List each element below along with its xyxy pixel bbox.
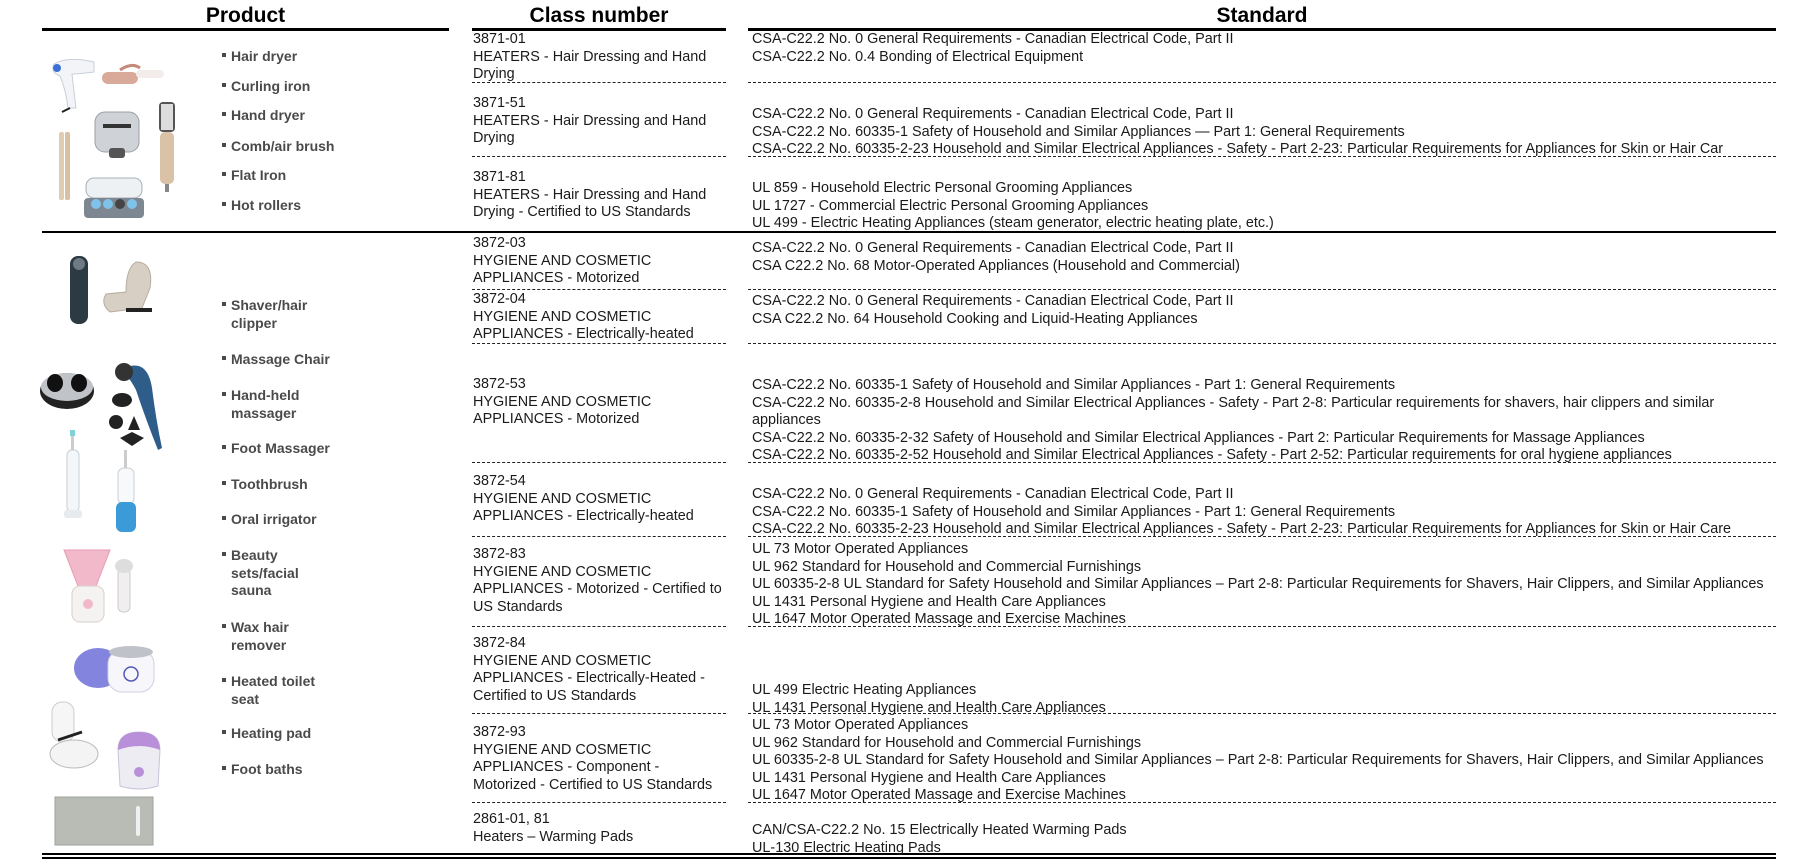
- row-divider: [748, 536, 1776, 537]
- product-label: Hand-held massager: [222, 387, 312, 422]
- standard-line: CAN/CSA-C22.2 No. 15 Electrically Heated Warming Pads: [752, 822, 1127, 838]
- class-description: HYGIENE AND COSMETIC APPLIANCES - Component - Motorized - Certified to US Standards: [473, 741, 713, 793]
- class-cell: [473, 31, 725, 84]
- header-class-number: Class number: [529, 4, 669, 27]
- standard-cell: [752, 822, 1127, 857]
- class-description: HYGIENE AND COSMETIC APPLIANCES - Electrically-Heated - Certified to US Standards: [473, 652, 705, 704]
- hand-dryer-image: [93, 110, 141, 160]
- bullet-icon: [222, 624, 226, 628]
- class-code: 3871-81: [473, 169, 526, 185]
- standard-line: CSA C22.2 No. 64 Household Cooking and Liquid-Heating Appliances: [752, 310, 1198, 327]
- bullet-icon: [222, 202, 226, 206]
- standard-line: UL 962 Standard for Household and Commercial Furnishings: [752, 734, 1142, 751]
- row-divider: [472, 802, 726, 803]
- class-code: 3871-01: [473, 31, 526, 47]
- product-label: Hand dryer: [222, 107, 305, 125]
- row-divider: [748, 802, 1776, 803]
- toilet-seat-image: [44, 700, 100, 774]
- product-label: Hot rollers: [222, 197, 301, 215]
- standard-cell: [752, 377, 1772, 465]
- standard-line: CSA-C22.2 No. 60335-1 Safety of Household and Similar Appliances — Part 1: General Requirements: [752, 123, 1405, 140]
- class-cell: [473, 635, 725, 705]
- foot-massager-image: [38, 365, 96, 411]
- class-code: 3871-51: [473, 95, 526, 111]
- standard-cell: [752, 717, 1764, 805]
- row-divider: [748, 462, 1776, 463]
- header-rule-product: [42, 28, 449, 31]
- class-cell: [473, 95, 725, 148]
- bullet-icon: [222, 552, 226, 556]
- facial-sauna-image: [60, 546, 146, 626]
- row-divider: [748, 713, 1776, 714]
- product-label: Shaver/hair clipper: [222, 297, 312, 332]
- standard-cell: [752, 180, 1274, 233]
- flat-iron-image: [56, 130, 74, 202]
- product-label: Comb/air brush: [222, 138, 334, 156]
- class-cell: [473, 235, 725, 288]
- table-bottom-rule-2: [42, 857, 1776, 859]
- standard-line: UL 60335-2-8 UL Standard for Safety Household and Similar Appliances – Part 2-8: Particular Requirements for Shavers, Hair Clippers, and Similar Appliances: [752, 576, 1764, 593]
- massage-chair-image: [96, 258, 158, 320]
- standard-cell: [752, 106, 1723, 159]
- standard-line: CSA-C22.2 No. 0.4 Bonding of Electrical Equipment: [752, 48, 1084, 65]
- header-standard: Standard: [1216, 4, 1308, 27]
- standard-line: UL 1431 Personal Hygiene and Health Care Appliances: [752, 593, 1106, 610]
- standard-line: UL 859 - Household Electric Personal Grooming Appliances: [752, 180, 1133, 196]
- bullet-icon: [222, 83, 226, 87]
- class-description: HEATERS - Hair Dressing and Hand Drying: [473, 48, 707, 83]
- class-cell: [473, 546, 725, 616]
- class-code: 3872-03: [473, 235, 526, 251]
- standard-line: CSA-C22.2 No. 0 General Requirements - Canadian Electrical Code, Part II: [752, 486, 1234, 502]
- row-divider: [472, 626, 726, 627]
- standard-line: UL 499 - Electric Heating Appliances (steam generator, electric heating plate, etc.): [752, 215, 1274, 232]
- standard-cell: [752, 486, 1731, 539]
- row-divider: [472, 536, 726, 537]
- product-label: Beauty sets/facial sauna: [222, 547, 312, 600]
- class-cell: [473, 169, 725, 222]
- class-code: 2861-01, 81: [473, 811, 550, 827]
- row-divider: [748, 82, 1776, 83]
- bullet-icon: [222, 356, 226, 360]
- class-code: 3872-54: [473, 473, 526, 489]
- class-code: 3872-04: [473, 291, 526, 307]
- bullet-icon: [222, 53, 226, 57]
- standard-line: UL 962 Standard for Household and Commercial Furnishings: [752, 558, 1142, 575]
- bullet-icon: [222, 516, 226, 520]
- bullet-icon: [222, 678, 226, 682]
- standard-line: UL 1431 Personal Hygiene and Health Care Appliances: [752, 699, 1106, 716]
- product-label: Toothbrush: [222, 476, 308, 494]
- row-divider: [748, 156, 1776, 157]
- bullet-icon: [222, 445, 226, 449]
- standard-cell: [752, 240, 1240, 275]
- standard-cell: [752, 541, 1764, 629]
- standard-line: CSA-C22.2 No. 60335-1 Safety of Household and Similar Appliances - Part 1: General Requirements: [752, 503, 1396, 520]
- bullet-icon: [222, 302, 226, 306]
- standard-line: UL 1647 Motor Operated Massage and Exercise Machines: [752, 611, 1126, 628]
- product-label: Curling iron: [222, 78, 310, 96]
- standard-line: CSA-C22.2 No. 60335-1 Safety of Household and Similar Appliances - Part 1: General Requirements: [752, 377, 1396, 393]
- shaver-image: [66, 254, 92, 326]
- standard-line: UL-130 Electric Heating Pads: [752, 839, 941, 856]
- curling-iron-image: [98, 60, 170, 90]
- row-divider: [472, 343, 726, 344]
- class-code: 3872-53: [473, 376, 526, 392]
- class-description: HYGIENE AND COSMETIC APPLIANCES - Motorized: [473, 393, 652, 428]
- standard-cell: [752, 293, 1234, 328]
- class-description: HEATERS - Hair Dressing and Hand Drying: [473, 112, 707, 147]
- class-description: HYGIENE AND COSMETIC APPLIANCES - Motorized: [473, 252, 652, 287]
- class-description: HYGIENE AND COSMETIC APPLIANCES - Motorized - Certified to US Standards: [473, 563, 722, 615]
- standard-line: CSA-C22.2 No. 0 General Requirements - Canadian Electrical Code, Part II: [752, 293, 1234, 309]
- product-label: Hair dryer: [222, 48, 297, 66]
- row-divider: [472, 156, 726, 157]
- product-label: Massage Chair: [222, 351, 330, 369]
- product-label: Wax hair remover: [222, 619, 312, 654]
- class-description: HYGIENE AND COSMETIC APPLIANCES - Electrically-heated: [473, 308, 694, 343]
- standard-line: CSA-C22.2 No. 60335-2-23 Household and Similar Electrical Appliances - Safety - Part 2-23: Particular Requirements for Appliances for Skin or Hair Car: [752, 141, 1724, 158]
- class-code: 3872-93: [473, 724, 526, 740]
- foot-bath-image: [112, 730, 166, 792]
- bullet-icon: [222, 730, 226, 734]
- bullet-icon: [222, 766, 226, 770]
- wax-warmer-image: [68, 640, 160, 696]
- product-label: Foot Massager: [222, 440, 330, 458]
- class-description: HYGIENE AND COSMETIC APPLIANCES - Electrically-heated: [473, 490, 694, 525]
- standard-line: UL 73 Motor Operated Appliances: [752, 717, 969, 733]
- row-divider: [472, 289, 726, 290]
- standard-cell: [752, 682, 1106, 717]
- standard-line: UL 60335-2-8 UL Standard for Safety Household and Similar Appliances – Part 2-8: Particular Requirements for Shavers, Hair Clippers, and Similar Appliances: [752, 752, 1764, 769]
- air-brush-image: [155, 100, 179, 192]
- class-cell: [473, 376, 725, 429]
- product-label: Heated toilet seat: [222, 673, 322, 708]
- standard-line: CSA-C22.2 No. 0 General Requirements - Canadian Electrical Code, Part II: [752, 106, 1234, 122]
- standard-line: UL 499 Electric Heating Appliances: [752, 682, 977, 698]
- standard-line: UL 73 Motor Operated Appliances: [752, 541, 969, 557]
- standard-line: UL 1431 Personal Hygiene and Health Care Appliances: [752, 769, 1106, 786]
- class-description: HEATERS - Hair Dressing and Hand Drying - Certified to US Standards: [473, 186, 707, 221]
- class-code: 3872-83: [473, 546, 526, 562]
- standard-cell: [752, 31, 1234, 66]
- hand-held-massager-image: [100, 360, 166, 452]
- standard-line: UL 1727 - Commercial Electric Personal Grooming Appliances: [752, 197, 1149, 214]
- product-label: Flat Iron: [222, 167, 286, 185]
- bullet-icon: [222, 143, 226, 147]
- class-cell: [473, 473, 725, 526]
- class-cell: [473, 291, 725, 344]
- standard-line: CSA C22.2 No. 68 Motor-Operated Appliances (Household and Commercial): [752, 257, 1240, 274]
- standard-line: CSA-C22.2 No. 60335-2-32 Safety of Household and Similar Electrical Appliances - Part 2: Particular Requirements for Massage Appliances: [752, 429, 1645, 446]
- standard-line: CSA-C22.2 No. 60335-2-23 Household and Similar Electrical Appliances - Safety - Part 2-23: Particular Requirements for Appliances for Skin or Hair Care: [752, 521, 1732, 538]
- row-divider: [748, 289, 1776, 290]
- row-divider: [472, 462, 726, 463]
- oral-irrigator-image: [112, 448, 140, 534]
- class-cell: [473, 811, 725, 846]
- row-divider: [472, 82, 726, 83]
- bullet-icon: [222, 392, 226, 396]
- bullet-icon: [222, 112, 226, 116]
- product-label: Heating pad: [222, 725, 311, 743]
- toothbrush-image: [62, 428, 84, 520]
- row-divider: [748, 343, 1776, 344]
- standard-line: CSA-C22.2 No. 0 General Requirements - Canadian Electrical Code, Part II: [752, 240, 1234, 256]
- row-divider: [472, 713, 726, 714]
- product-label: Foot baths: [222, 761, 303, 779]
- product-label: Oral irrigator: [222, 511, 317, 529]
- hot-rollers-image: [82, 176, 146, 222]
- class-code: 3872-84: [473, 635, 526, 651]
- bullet-icon: [222, 481, 226, 485]
- row-divider: [748, 626, 1776, 627]
- standard-line: CSA-C22.2 No. 60335-2-8 Household and Similar Electrical Appliances - Safety - Part 2-8: Particular requirements for shavers, hair clippers and similar appliances: [752, 394, 1715, 429]
- bullet-icon: [222, 172, 226, 176]
- standard-line: CSA-C22.2 No. 0 General Requirements - Canadian Electrical Code, Part II: [752, 31, 1234, 47]
- heating-pad-image: [54, 796, 154, 846]
- class-description: Heaters – Warming Pads: [473, 828, 634, 845]
- standard-line: CSA-C22.2 No. 60335-2-52 Household and Similar Electrical Appliances - Safety - Part 2-52: Particular requirements for oral hygiene appliances: [752, 447, 1672, 464]
- class-cell: [473, 724, 725, 794]
- header-product: Product: [205, 4, 286, 27]
- standard-line: UL 1647 Motor Operated Massage and Exercise Machines: [752, 787, 1126, 804]
